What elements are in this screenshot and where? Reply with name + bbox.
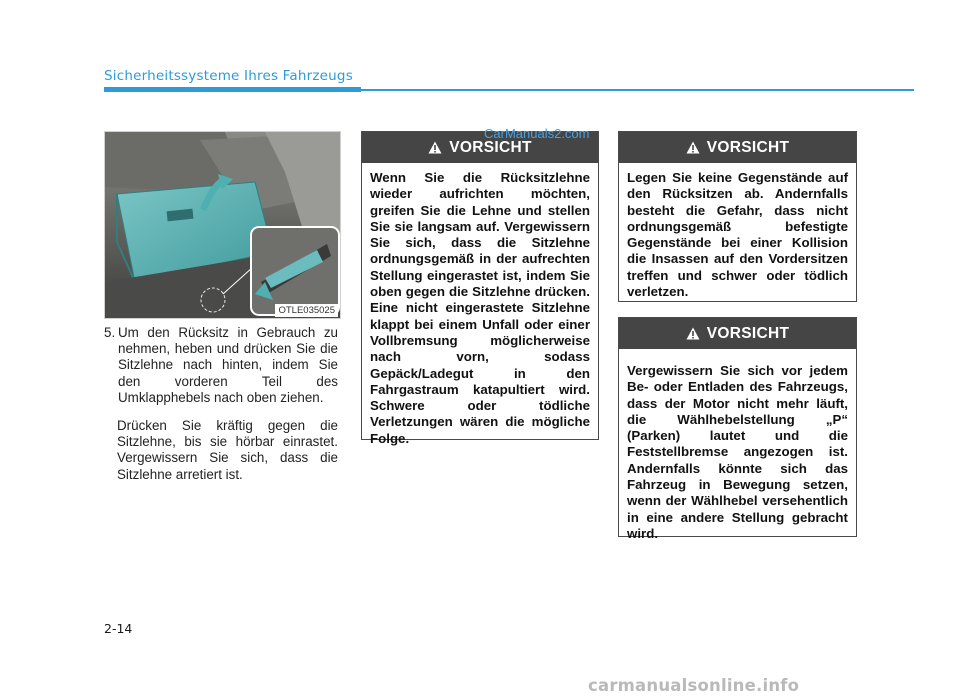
header-rule — [104, 89, 914, 91]
seat-illustration-graphic — [105, 132, 341, 319]
watermark: CarManuals2.com — [484, 126, 590, 141]
step-text: Um den Rücksitz in Gebrauch zu nehmen, heben und drücken Sie die Sitzlehne nach hinten, indem Sie den vorderen Teil des Umklapphebels nach oben ziehen. — [118, 325, 338, 405]
caution-text: Wenn Sie die Rücksitzlehne wieder aufrichten möchten, greifen Sie die Lehne und stellen Sie sie langsam auf. Vergewissern Sie sich, dass die Sitzlehne ordnungsgemäß in der aufrechten Stellung eingerastet ist, indem Sie oben gegen die Sitzlehne drücken. Eine nicht eingerastete Sitzlehne klappt bei einem Unfall oder einer Vollbremsung möglicherweise nach vorn, sodass Gepäck/Ladegut in den Fahrgastraum katapultiert wird. Schwere oder tödliche Verletzungen wären die mögliche Folge. — [370, 170, 590, 446]
caution-title: VORSICHT — [706, 324, 790, 342]
footer-site-name: carmanualsonline.info — [588, 676, 800, 695]
caution-header — [619, 132, 856, 163]
caution-box-3 — [618, 317, 857, 541]
caution-text: Legen Sie keine Gegenstände auf den Rücksitzen ab. Andernfalls besteht die Gefahr, dass nicht ordnungsgemäß befestigte Gegenstände bei einer Kollision die Insassen auf den Vordersitzen treffen und schwer oder tödlich verletzen. — [627, 170, 848, 300]
warning-triangle-icon — [686, 141, 700, 154]
section-title: Sicherheitssysteme Ihres Fahrzeugs — [104, 68, 353, 84]
instruction-paragraph: Drücken Sie kräftig gegen die Sitzlehne, bis sie hörbar einrastet. Vergewissern Sie sich, dass die Sitzlehne arretiert ist. — [117, 418, 338, 482]
caution-title: VORSICHT — [706, 138, 790, 156]
warning-triangle-icon — [428, 141, 442, 154]
step-5 — [104, 325, 338, 406]
warning-triangle-icon — [686, 327, 700, 340]
caution-text: Vergewissern Sie sich vor jedem Be- oder Entladen des Fahrzeugs, dass der Motor nicht mehr läuft, die Wählhebelstellung „P“ (Parken) lautet und die Feststellbremse angezogen ist. Andernfalls könnte sich das Fahrzeug in Bewegung setzen, wenn der Wählhebel versehentlich in eine andere Stellung gebracht wird. — [627, 363, 848, 541]
seat-illustration — [104, 131, 341, 319]
page-number: 2-14 — [104, 621, 133, 636]
caution-box-2 — [618, 131, 857, 302]
caution-box-1 — [361, 131, 599, 446]
caution-header — [619, 318, 856, 349]
figure-code: OTLE035025 — [275, 304, 338, 317]
step-number: 5. — [104, 325, 116, 340]
caution-title: VORSICHT — [449, 138, 532, 156]
